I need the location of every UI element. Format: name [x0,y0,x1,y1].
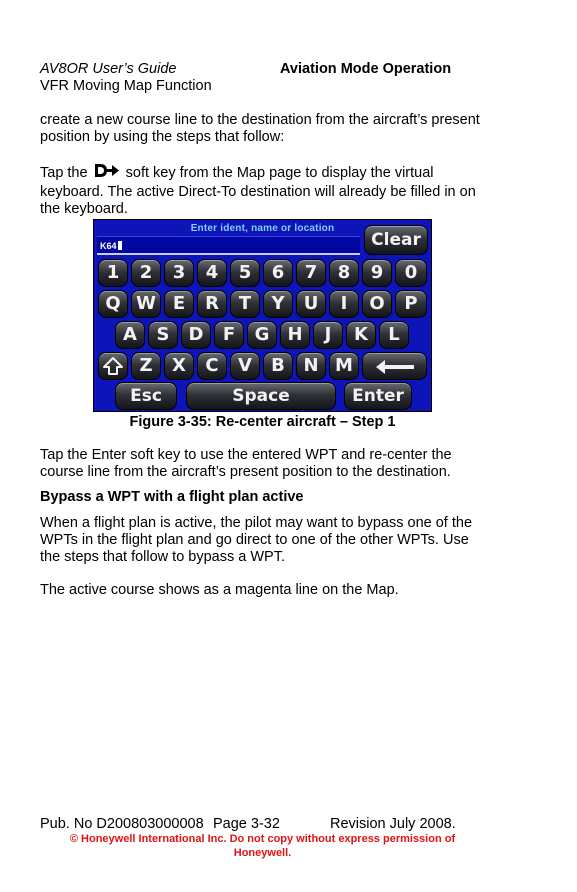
entry-value: K64 [100,241,117,251]
key-2[interactable]: 2 [131,259,161,287]
clear-key[interactable]: Clear [364,225,428,255]
paragraph-line: Tap the Enter soft key to use the entered WPT and re-center the [40,447,452,463]
key-5[interactable]: 5 [230,259,260,287]
key-8[interactable]: 8 [329,259,359,287]
enter-key[interactable]: Enter [344,382,412,410]
paragraph-line: keyboard. The active Direct-To destination will already be filled in on [40,184,476,200]
key-4[interactable]: 4 [197,259,227,287]
paragraph-line: the keyboard. [40,201,128,217]
paragraph-5 [40,582,399,599]
key-j[interactable]: J [313,321,343,349]
paragraph-text: Tap the [40,165,88,181]
space-key[interactable]: Space [186,382,336,410]
key-h[interactable]: H [280,321,310,349]
revision-date: Revision July 2008. [330,816,456,832]
paragraph-text: soft key from the Map page to display the virtual [125,165,434,181]
key-k[interactable]: K [346,321,376,349]
key-o[interactable]: O [362,290,392,318]
virtual-keyboard [93,219,432,412]
paragraph-2 [40,162,476,218]
key-7[interactable]: 7 [296,259,326,287]
key-q[interactable]: Q [98,290,128,318]
paragraph-line: WPTs in the flight plan and go direct to one of the other WPTs. Use [40,532,469,548]
paragraph-line: create a new course line to the destination from the aircraft’s present [40,112,480,128]
paragraph-line: course line from the aircraft’s present position to the destination. [40,464,451,480]
guide-title: AV8OR User’s Guide [40,61,177,77]
key-m[interactable]: M [329,352,359,380]
backspace-arrow-icon [375,359,415,375]
paragraph-line: The active course shows as a magenta line on the Map. [40,582,399,598]
esc-key[interactable]: Esc [115,382,177,410]
key-3[interactable]: 3 [164,259,194,287]
shift-icon [102,356,124,376]
key-t[interactable]: T [230,290,260,318]
key-6[interactable]: 6 [263,259,293,287]
key-d[interactable]: D [181,321,211,349]
section-heading: Bypass a WPT with a flight plan active [40,489,304,505]
ident-entry-field[interactable] [97,236,360,255]
key-f[interactable]: F [214,321,244,349]
backspace-key[interactable] [362,352,427,380]
figure-caption: Figure 3-35: Re-center aircraft – Step 1 [129,414,396,430]
key-p[interactable]: P [395,290,427,318]
page-number: Page 3-32 [213,816,280,832]
key-z[interactable]: Z [131,352,161,380]
copyright-line: © Honeywell International Inc. Do not copy without express permission of [69,833,456,845]
key-l[interactable]: L [379,321,409,349]
keyboard-prompt: Enter ident, name or location [190,223,335,234]
direct-to-icon [94,162,120,184]
paragraph-3 [40,447,452,481]
subsection-title: VFR Moving Map Function [40,78,212,94]
key-n[interactable]: N [296,352,326,380]
section-title: Aviation Mode Operation [280,61,452,77]
copyright-notice [0,832,525,860]
key-a[interactable]: A [115,321,145,349]
key-c[interactable]: C [197,352,227,380]
key-x[interactable]: X [164,352,194,380]
key-0[interactable]: 0 [395,259,427,287]
key-v[interactable]: V [230,352,260,380]
paragraph-line: the steps that follow to bypass a WPT. [40,549,286,565]
page-header-left [40,61,212,95]
paragraph-1 [40,112,480,146]
paragraph-4 [40,515,472,566]
paragraph-line: position by using the steps that follow: [40,129,285,145]
paragraph-line: When a flight plan is active, the pilot may want to bypass one of the [40,515,473,531]
key-r[interactable]: R [197,290,227,318]
key-u[interactable]: U [296,290,326,318]
key-w[interactable]: W [131,290,161,318]
paragraph-line [40,162,476,184]
key-g[interactable]: G [247,321,277,349]
key-1[interactable]: 1 [98,259,128,287]
key-y[interactable]: Y [263,290,293,318]
key-s[interactable]: S [148,321,178,349]
text-cursor [118,241,122,250]
key-e[interactable]: E [164,290,194,318]
shift-key[interactable] [98,352,128,380]
pub-number: Pub. No D200803000008 [40,816,204,832]
key-i[interactable]: I [329,290,359,318]
key-9[interactable]: 9 [362,259,392,287]
copyright-line: Honeywell. [233,847,292,859]
key-b[interactable]: B [263,352,293,380]
